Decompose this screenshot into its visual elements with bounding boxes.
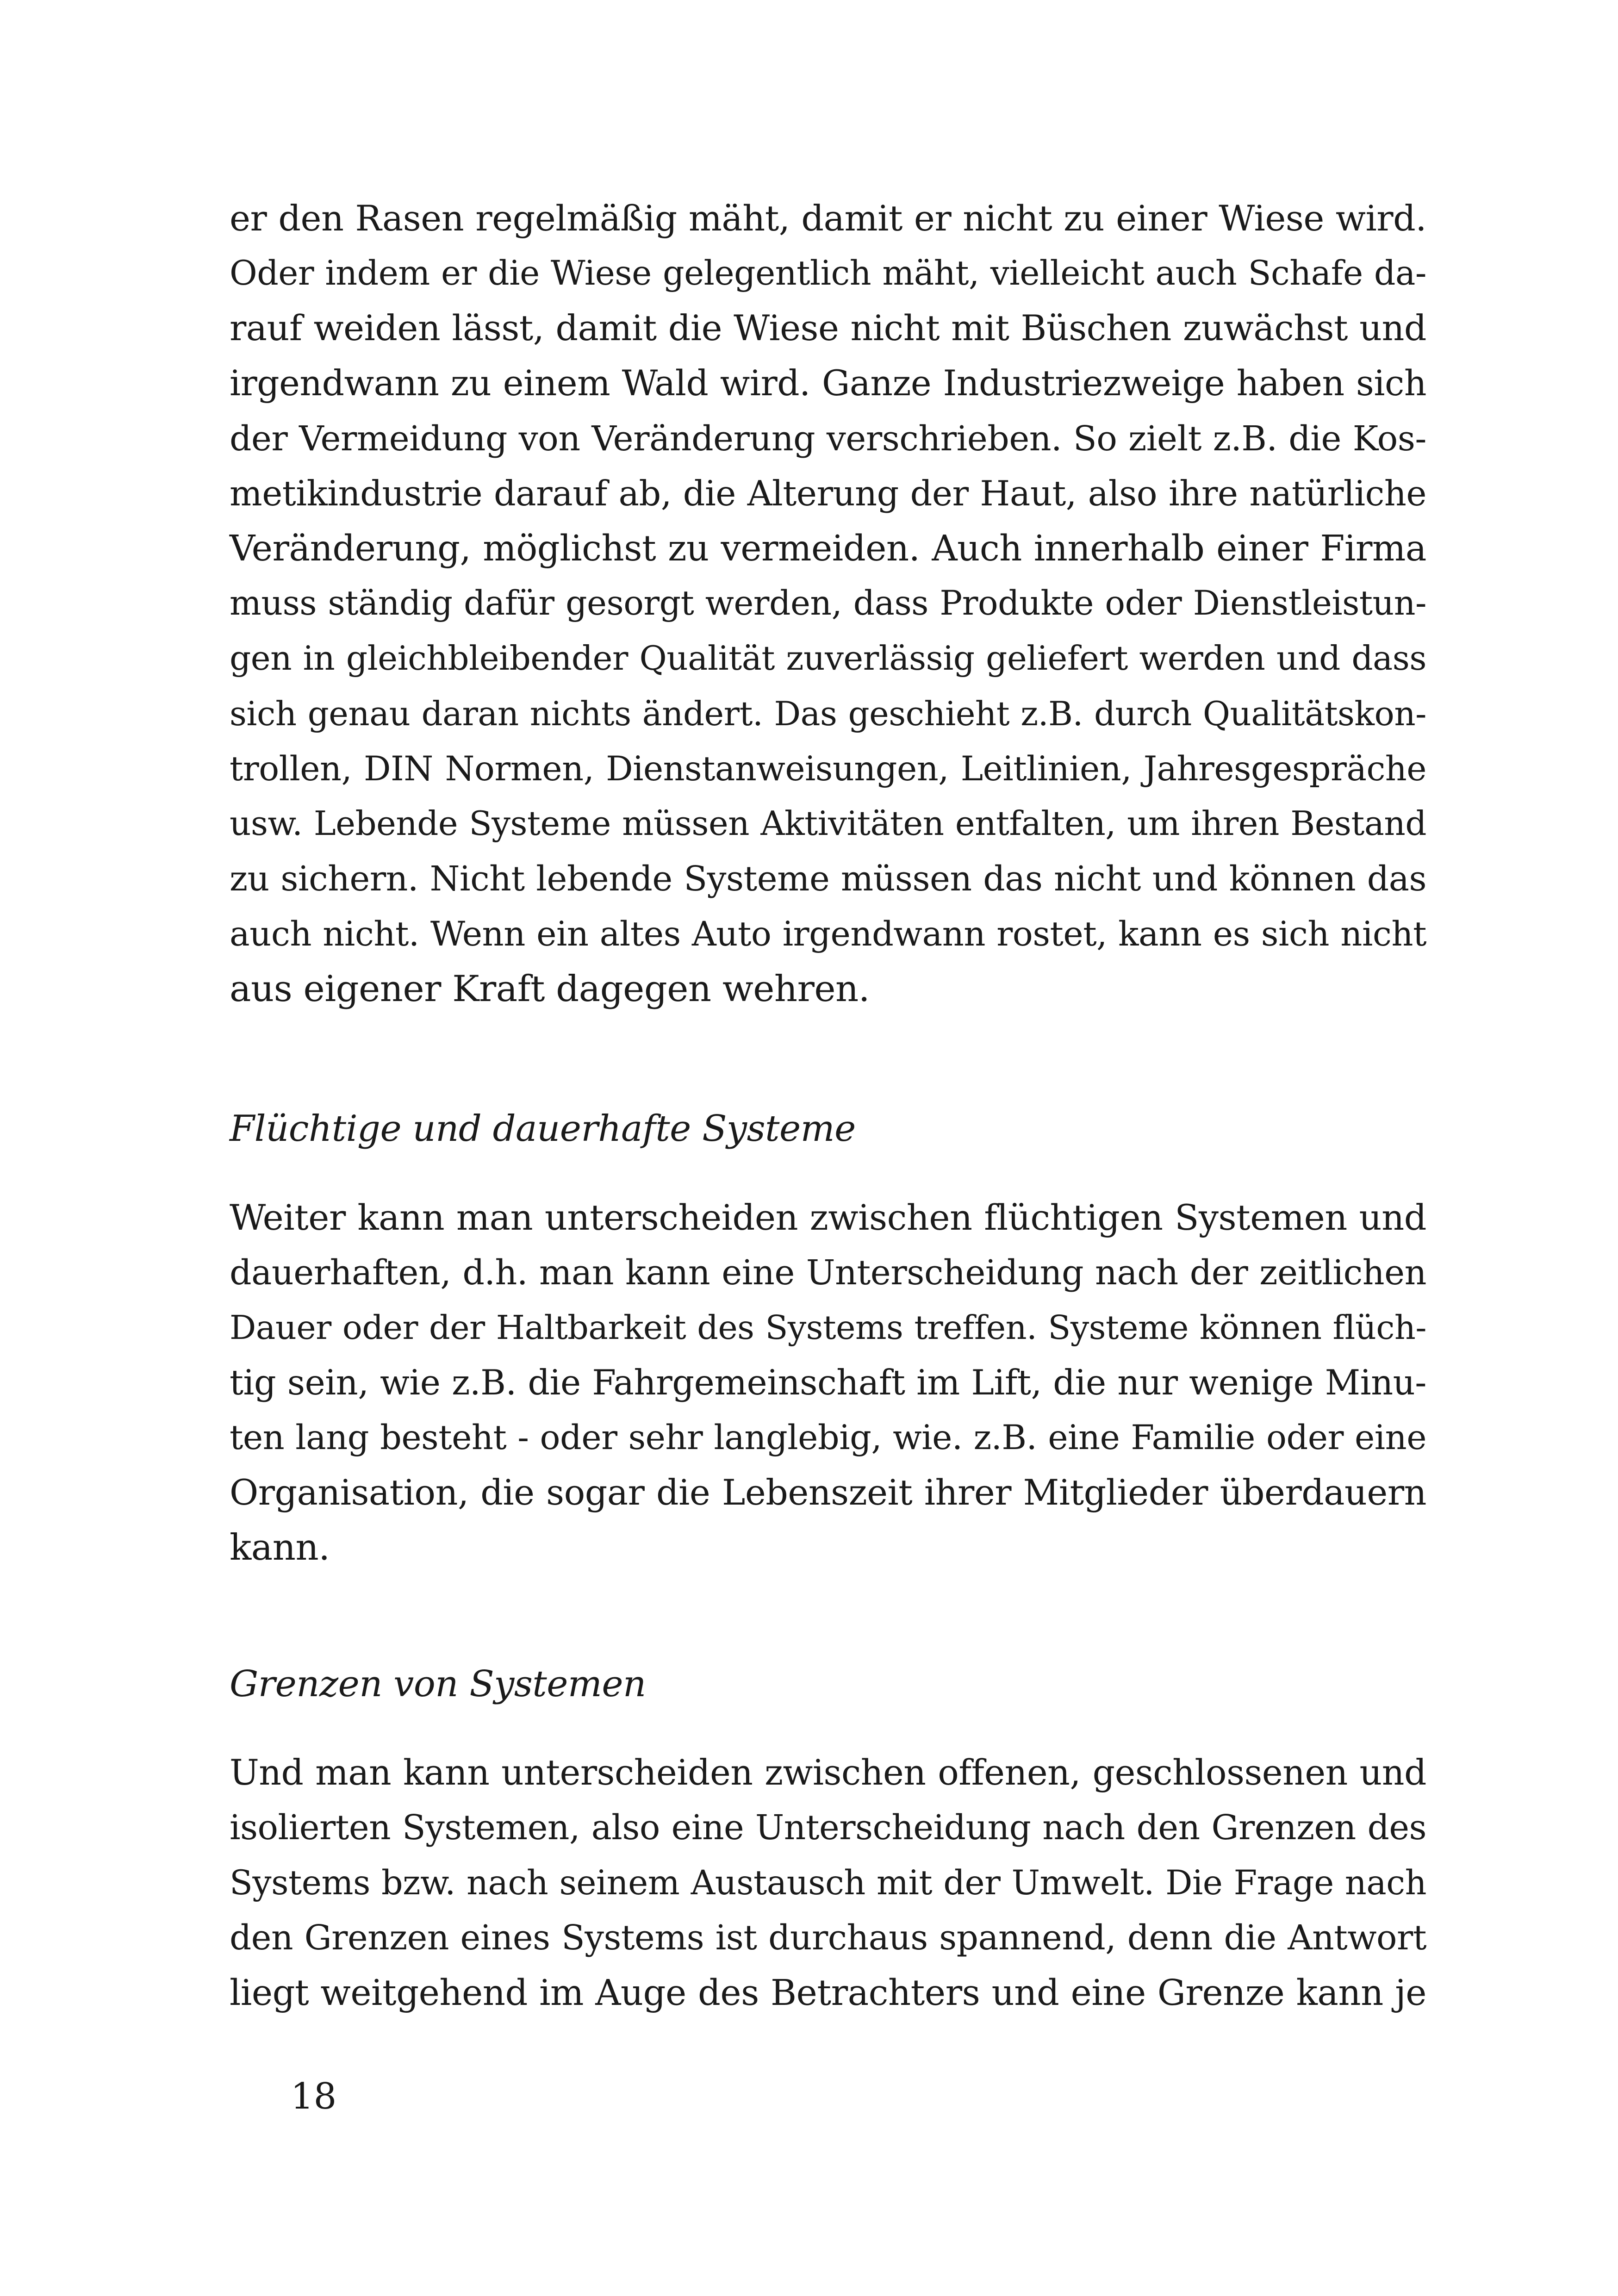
text-line: irgendwann zu einem Wald wird. Ganze Industriezweige haben sich xyxy=(230,363,1426,404)
text-line: aus eigener Kraft dagegen wehren. xyxy=(230,968,870,1010)
text-line: er den Rasen regelmäßig mäht, damit er nicht zu einer Wiese wird. xyxy=(230,198,1426,239)
text-line: isolierten Systemen, also eine Unterscheidung nach den Grenzen des xyxy=(230,1808,1426,1848)
paragraph-3 xyxy=(230,1745,1426,2021)
text-line: zu sichern. Nicht lebende Systeme müssen das nicht und können das xyxy=(230,859,1426,899)
text-line: Weiter kann man unterscheiden zwischen flüchtigen Systemen und xyxy=(230,1197,1426,1238)
text-line: kann. xyxy=(230,1527,330,1568)
text-line: den Grenzen eines Systems ist durchaus spannend, denn die Antwort xyxy=(230,1918,1426,1958)
paragraph-1 xyxy=(230,191,1426,1017)
text-line: Veränderung, möglichst zu vermeiden. Auch innerhalb einer Firma xyxy=(230,528,1426,569)
paragraph-2 xyxy=(230,1190,1426,1575)
text-line: tig sein, wie z.B. die Fahrgemeinschaft im Lift, die nur wenige Minu- xyxy=(230,1363,1426,1403)
text-line: rauf weiden lässt, damit die Wiese nicht mit Büschen zuwächst und xyxy=(230,308,1426,348)
text-line: metikindustrie darauf ab, die Alterung der Haut, also ihre natürliche xyxy=(230,473,1426,514)
text-line: Und man kann unterscheiden zwischen offenen, geschlossenen und xyxy=(230,1752,1426,1793)
text-line: sich genau daran nichts ändert. Das geschieht z.B. durch Qualitätskon- xyxy=(230,694,1426,733)
text-line: Oder indem er die Wiese gelegentlich mäht, vielleicht auch Schafe da- xyxy=(230,254,1426,293)
text-line: Organisation, die sogar die Lebenszeit ihrer Mitglieder überdauern xyxy=(230,1472,1426,1513)
section-heading-fluechtige: Flüchtige und dauerhafte Systeme xyxy=(230,1108,856,1150)
text-line: gen in gleichbleibender Qualität zuverlässig geliefert werden und dass xyxy=(230,639,1426,678)
text-line: der Vermeidung von Veränderung verschrieben. So zielt z.B. die Kos- xyxy=(230,418,1426,459)
text-line: muss ständig dafür gesorgt werden, dass Produkte oder Dienstleistun- xyxy=(230,584,1426,623)
text-line: auch nicht. Wenn ein altes Auto irgendwann rostet, kann es sich nicht xyxy=(230,915,1426,954)
page-number: 18 xyxy=(291,2076,337,2117)
text-line: ten lang besteht - oder sehr langlebig, wie. z.B. eine Familie oder eine xyxy=(230,1418,1426,1457)
text-line: liegt weitgehend im Auge des Betrachters und eine Grenze kann je xyxy=(230,1972,1426,2014)
text-line: Dauer oder der Haltbarkeit des Systems treffen. Systeme können flüch- xyxy=(230,1308,1426,1347)
text-line: trollen, DIN Normen, Dienstanweisungen, Leitlinien, Jahresgespräche xyxy=(230,749,1426,789)
text-line: Systems bzw. nach seinem Austausch mit der Umwelt. Die Frage nach xyxy=(230,1863,1426,1903)
section-heading-grenzen: Grenzen von Systemen xyxy=(230,1663,646,1705)
text-line: dauerhaften, d.h. man kann eine Unterscheidung nach der zeitlichen xyxy=(230,1252,1426,1293)
text-line: usw. Lebende Systeme müssen Aktivitäten entfalten, um ihren Bestand xyxy=(230,804,1426,843)
